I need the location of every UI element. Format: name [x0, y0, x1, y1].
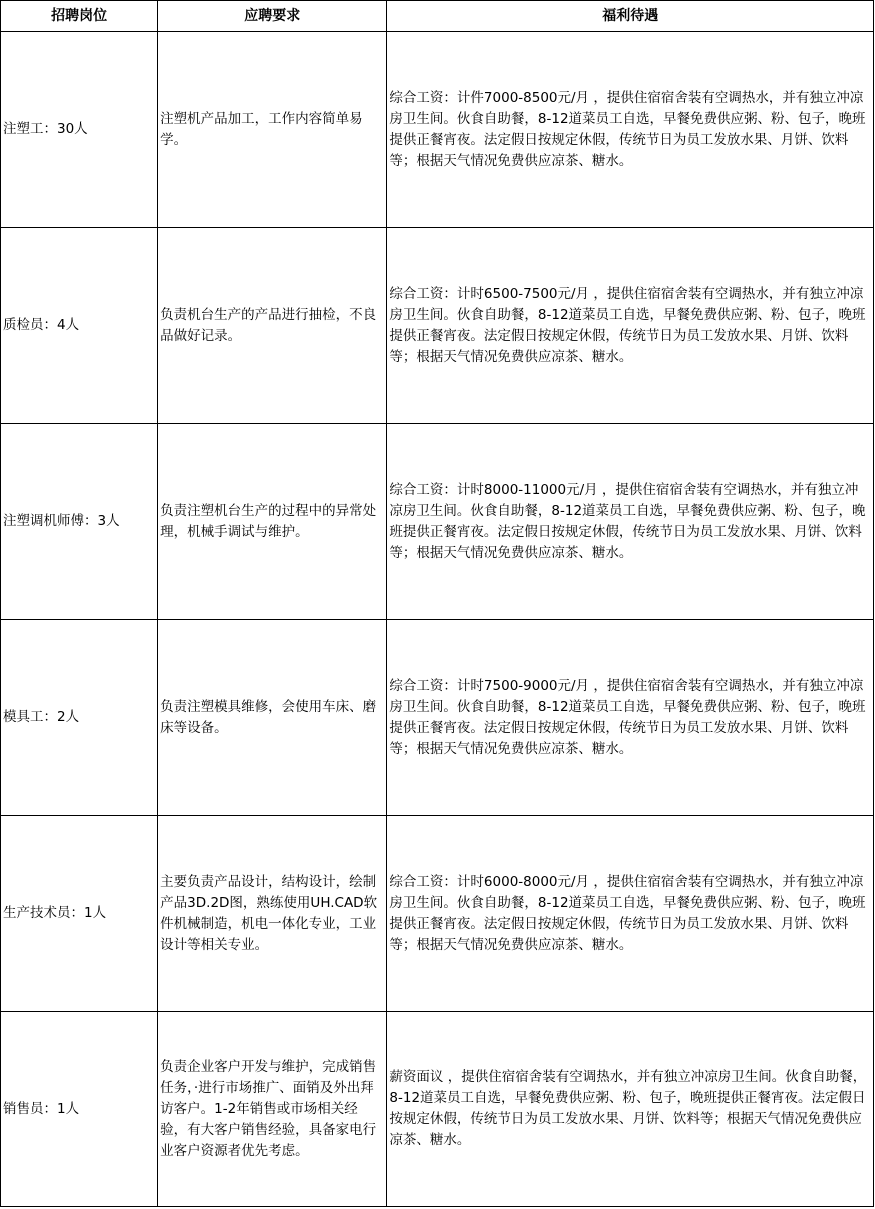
- requirements-cell: 主要负责产品设计，结构设计，绘制产品3D.2D图，熟练使用UH.CAD软件机械制造，机电一体化专业，工业设计等相关专业。: [158, 816, 387, 1012]
- header-position: 招聘岗位: [1, 1, 158, 32]
- position-cell: 生产技术员：1人: [1, 816, 158, 1012]
- table-header-row: [1, 1, 874, 32]
- benefits-cell: 综合工资：计时7500-9000元/月 ，提供住宿宿舍装有空调热水，并有独立冲凉房卫生间。伙食自助餐，8-12道菜员工自选，早餐免费供应粥、粉、包子，晚班提供正餐宵夜。法定假日按规定休假，传统节日为员工发放水果、月饼、饮料等；根据天气情况免费供应凉茶、糖水。: [387, 620, 874, 816]
- position-cell: 注塑调机师傅：3人: [1, 424, 158, 620]
- header-requirements: 应聘要求: [158, 1, 387, 32]
- header-benefits: 福利待遇: [387, 1, 874, 32]
- table-row: [1, 620, 874, 816]
- position-cell: 模具工：2人: [1, 620, 158, 816]
- benefits-cell: 薪资面议 ，提供住宿宿舍装有空调热水，并有独立冲凉房卫生间。伙食自助餐，8-12道菜员工自选，早餐免费供应粥、粉、包子，晚班提供正餐宵夜。法定假日按规定休假，传统节日为员工发放水果、月饼、饮料等；根据天气情况免费供应凉茶、糖水。: [387, 1012, 874, 1207]
- requirements-cell: 负责注塑模具维修，会使用车床、磨床等设备。: [158, 620, 387, 816]
- benefits-cell: 综合工资：计时8000-11000元/月 ，提供住宿宿舍装有空调热水，并有独立冲凉房卫生间。伙食自助餐，8-12道菜员工自选，早餐免费供应粥、粉、包子，晚班提供正餐宵夜。法定假日按规定休假，传统节日为员工发放水果、月饼、饮料等；根据天气情况免费供应凉茶、糖水。: [387, 424, 874, 620]
- table-row: [1, 816, 874, 1012]
- position-cell: 质检员：4人: [1, 228, 158, 424]
- requirements-cell: 负责注塑机台生产的过程中的异常处理，机械手调试与维护。: [158, 424, 387, 620]
- benefits-cell: 综合工资：计时6500-7500元/月 ，提供住宿宿舍装有空调热水，并有独立冲凉房卫生间。伙食自助餐，8-12道菜员工自选，早餐免费供应粥、粉、包子，晚班提供正餐宵夜。法定假日按规定休假，传统节日为员工发放水果、月饼、饮料等；根据天气情况免费供应凉茶、糖水。: [387, 228, 874, 424]
- position-cell: 销售员：1人: [1, 1012, 158, 1207]
- requirements-cell: 负责企业客户开发与维护，完成销售任务，·进行市场推广、面销及外出拜访客户。1-2年销售或市场相关经验，有大客户销售经验，具备家电行业客户资源者优先考虑。: [158, 1012, 387, 1207]
- position-cell: 注塑工：30人: [1, 32, 158, 228]
- benefits-cell: 综合工资：计时6000-8000元/月 ，提供住宿宿舍装有空调热水，并有独立冲凉房卫生间。伙食自助餐，8-12道菜员工自选，早餐免费供应粥、粉、包子，晚班提供正餐宵夜。法定假日按规定休假，传统节日为员工发放水果、月饼、饮料等；根据天气情况免费供应凉茶、糖水。: [387, 816, 874, 1012]
- requirements-cell: 注塑机产品加工，工作内容简单易学。: [158, 32, 387, 228]
- table-row: [1, 424, 874, 620]
- requirements-cell: 负责机台生产的产品进行抽检，不良品做好记录。: [158, 228, 387, 424]
- table-row: [1, 32, 874, 228]
- benefits-cell: 综合工资：计件7000-8500元/月 ，提供住宿宿舍装有空调热水，并有独立冲凉房卫生间。伙食自助餐，8-12道菜员工自选，早餐免费供应粥、粉、包子，晚班提供正餐宵夜。法定假日按规定休假，传统节日为员工发放水果、月饼、饮料等；根据天气情况免费供应凉茶、糖水。: [387, 32, 874, 228]
- table-row: [1, 228, 874, 424]
- table-row: [1, 1012, 874, 1207]
